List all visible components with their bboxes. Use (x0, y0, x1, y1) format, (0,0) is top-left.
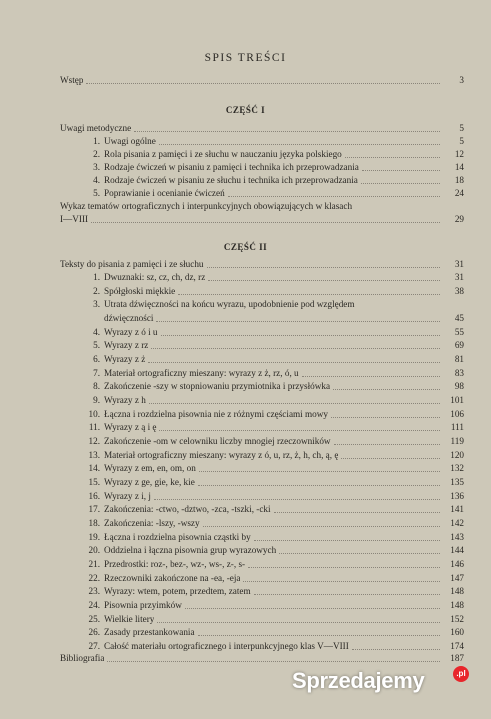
dot-leader (254, 594, 440, 595)
toc-section-methodology (0, 122, 491, 134)
entry-label: Wyrazy z ż (104, 353, 146, 364)
toc-section-texts (0, 258, 491, 270)
toc-entry (0, 174, 491, 186)
dot-leader (161, 335, 440, 336)
toc-entry-bibliography (0, 652, 491, 664)
entry-number: 27. (88, 640, 100, 651)
entry-number: 24. (88, 599, 100, 610)
dot-leader (207, 267, 441, 268)
entry-number: 6. (93, 353, 100, 364)
entry-label: Zakończenie -szy w stopniowaniu przymiotnika i przysłówka (104, 381, 331, 392)
page-number: 111 (450, 422, 464, 433)
watermark-text: Sprzedajemy (292, 668, 425, 693)
page-number: 146 (450, 558, 464, 569)
toc-entry (0, 339, 491, 351)
page-number: 160 (450, 627, 464, 638)
page-number: 45 (454, 312, 464, 323)
entry-number: 1. (93, 272, 100, 282)
dot-leader (279, 553, 440, 554)
entry-number: 9. (93, 394, 100, 405)
entry-label: Uwagi ogólne (104, 136, 156, 146)
entry-label: Utrata dźwięczności na końcu wyrazu, upodobnienie pod względem (104, 299, 355, 310)
entry-label: Rzeczowniki zakończone na -ea, -eja (104, 572, 241, 583)
page-number: 141 (450, 504, 464, 515)
entry-number: 2. (93, 149, 100, 160)
entry-label: Wyrazy z i, j (104, 490, 151, 501)
toc-entry (0, 421, 491, 433)
entry-label: Wyrazy z ge, gie, ke, kie (104, 476, 195, 487)
dot-leader (159, 144, 440, 145)
dot-leader (154, 499, 440, 500)
dot-leader (228, 196, 440, 197)
page-number: 132 (450, 463, 464, 474)
page-number: 152 (450, 613, 464, 624)
dot-leader (203, 526, 440, 527)
part-heading: CZĘŚĆ I (225, 105, 266, 115)
toc-entry (0, 476, 491, 488)
part-heading: CZĘŚĆ II (223, 242, 268, 252)
entry-label: I—VIII (60, 214, 89, 224)
page-number: 69 (454, 340, 464, 351)
toc-entry (0, 408, 491, 420)
dot-leader (274, 512, 440, 513)
toc-entry (0, 148, 491, 160)
dot-leader (157, 622, 440, 623)
dot-leader (198, 485, 440, 486)
entry-number: 8. (93, 381, 100, 392)
dot-leader (345, 157, 440, 158)
entry-label: Oddzielna i łączna pisownia grup wyrazowych (104, 545, 277, 556)
page-number: 143 (450, 531, 464, 542)
toc-entry (0, 585, 491, 597)
page-number: 3 (459, 75, 464, 85)
page-number: 5 (459, 123, 464, 133)
toc-entry (0, 462, 491, 474)
entry-label: Rodzaje ćwiczeń w pisaniu z pamięci i technika ich przeprowadzania (104, 162, 359, 173)
toc-entry (0, 298, 491, 310)
entry-number: 13. (88, 449, 100, 460)
entry-number: 1. (93, 136, 100, 146)
page-number: 148 (450, 599, 464, 610)
page-number: 31 (454, 272, 464, 282)
page-number: 31 (454, 259, 464, 269)
entry-number: 15. (88, 476, 100, 487)
entry-number: 18. (88, 517, 100, 528)
entry-number: 25. (88, 613, 100, 624)
page-number: 119 (450, 435, 464, 446)
page-number: 144 (450, 545, 464, 556)
dot-leader (134, 131, 440, 132)
dot-leader (107, 661, 440, 662)
toc-entry (0, 558, 491, 570)
toc-entry (0, 613, 491, 625)
toc-entry (0, 312, 491, 324)
page-number: 142 (450, 517, 464, 528)
page-number: 83 (454, 367, 464, 378)
entry-label: Materiał ortograficzny mieszany: wyrazy z ż, rz, ó, u (104, 367, 299, 378)
entry-label: Łączna i rozdzielna pisownia nie z różnymi częściami mowy (104, 408, 328, 419)
entry-label: Teksty do pisania z pamięci i ze słuchu (60, 259, 204, 269)
entry-label: Zasady przestankowania (104, 627, 195, 638)
entry-label: Pisownia przyimków (104, 599, 182, 610)
dot-leader (331, 417, 440, 418)
entry-label: Wstęp (60, 75, 84, 85)
entry-number: 20. (88, 545, 100, 556)
page-number: 55 (454, 326, 464, 337)
entry-label: Dwuznaki: sz, cz, ch, dz, rz (104, 272, 206, 282)
page-number: 106 (450, 408, 464, 419)
toc-entry (0, 326, 491, 338)
page-number: 24 (454, 188, 464, 199)
dot-leader (148, 362, 440, 363)
dot-leader (185, 608, 440, 609)
entry-label: Wyrazy: wtem, potem, przedtem, zatem (104, 586, 251, 597)
entry-label: Wyrazy z ą i ę (104, 422, 157, 433)
entry-label: Bibliografia (60, 653, 105, 663)
entry-number: 17. (88, 504, 100, 515)
page-number: 120 (450, 449, 464, 460)
entry-label: Materiał ortograficzny mieszany: wyrazy z ó, u, rz, ż, h, ch, ą, ę (104, 449, 339, 460)
entry-label: Wyrazy z rz (104, 340, 149, 351)
dot-leader (352, 649, 440, 650)
toc-entry (0, 626, 491, 638)
page-number: 14 (454, 162, 464, 173)
dot-leader (149, 403, 440, 404)
entry-number: 5. (93, 188, 100, 199)
dot-leader (156, 321, 440, 322)
dot-leader (361, 183, 440, 184)
dot-leader (86, 83, 440, 84)
entry-label: Wyrazy z ó i u (104, 326, 158, 337)
dot-leader (159, 430, 440, 431)
entry-number: 5. (93, 340, 100, 351)
toc-entry (0, 394, 491, 406)
toc-entry (0, 435, 491, 447)
page-title: SPIS TREŚCI (204, 52, 287, 64)
toc-entry (0, 285, 491, 297)
entry-number: 26. (88, 627, 100, 638)
dot-leader (333, 389, 440, 390)
toc-entry (0, 187, 491, 199)
entry-label: Zakończenia: -lszy, -wszy (104, 517, 200, 528)
page-number: 187 (450, 653, 464, 663)
dot-leader (334, 444, 440, 445)
toc-entry (0, 517, 491, 529)
toc-entry (0, 161, 491, 173)
toc-entry (0, 503, 491, 515)
entry-number: 22. (88, 572, 100, 583)
entry-number: 4. (93, 326, 100, 337)
entry-number: 4. (93, 175, 100, 186)
dot-leader (302, 376, 440, 377)
page-number: 135 (450, 476, 464, 487)
dot-leader (362, 170, 440, 171)
page-number: 148 (450, 586, 464, 597)
page-number: 29 (454, 214, 464, 224)
entry-label: Zakończenie -om w celowniku liczby mnogiej rzeczowników (104, 435, 331, 446)
entry-label: Łączna i rozdzielna pisownia cząstki by (104, 531, 251, 542)
entry-number: 2. (93, 285, 100, 296)
entry-label: Spółgłoski miękkie (104, 285, 176, 296)
entry-number: 10. (88, 408, 100, 419)
toc-entry (0, 544, 491, 556)
page-number: 12 (454, 149, 464, 160)
page-number: 81 (454, 353, 464, 364)
toc-entry-wykaz-cont (0, 213, 491, 225)
toc-entry (0, 380, 491, 392)
entry-number: 19. (88, 531, 100, 542)
toc-entry (0, 531, 491, 543)
page-number: 101 (450, 394, 464, 405)
entry-number: 23. (88, 586, 100, 597)
dot-leader (254, 540, 440, 541)
entry-number: 3. (93, 299, 100, 310)
entry-label: Przedrostki: roz-, bez-, wz-, ws-, z-, s- (104, 558, 246, 569)
toc-entry (0, 353, 491, 365)
page-number: 147 (450, 572, 464, 583)
dot-leader (199, 471, 440, 472)
page-number: 136 (450, 490, 464, 501)
entry-label: Rola pisania z pamięci i ze słuchu w nauczaniu języka polskiego (104, 149, 342, 160)
entry-number: 12. (88, 435, 100, 446)
entry-label: Wyrazy z h (104, 394, 146, 405)
dot-leader (341, 458, 440, 459)
dot-leader (208, 280, 440, 281)
entry-number: 14. (88, 463, 100, 474)
toc-entry (0, 490, 491, 502)
toc-entry (0, 367, 491, 379)
page-number: 18 (454, 175, 464, 186)
dot-leader (243, 581, 440, 582)
entry-number: 11. (88, 422, 100, 433)
toc-entry (0, 271, 491, 283)
toc-entry (0, 599, 491, 611)
entry-label: Zakończenia: -ctwo, -dztwo, -zca, -tszki, -cki (104, 504, 271, 515)
entry-label: dźwięczności (104, 312, 154, 323)
entry-number: 21. (88, 558, 100, 569)
dot-leader (198, 635, 440, 636)
dot-leader (91, 222, 440, 223)
entry-label: Rodzaje ćwiczeń w pisaniu ze słuchu i technika ich przeprowadzania (104, 175, 358, 186)
page-number: 5 (459, 136, 464, 146)
dot-leader (151, 348, 440, 349)
entry-label: Całość materiału ortograficznego i interpunkcyjnego klas V—VIII (104, 640, 349, 651)
toc-entry-wykaz (0, 200, 491, 212)
entry-label: Poprawianie i ocenianie ćwiczeń (104, 188, 225, 199)
entry-number: 7. (93, 367, 100, 378)
watermark-badge: .pl (453, 666, 469, 682)
page-number: 174 (450, 640, 464, 651)
toc-entry (0, 449, 491, 461)
entry-number: 3. (93, 162, 100, 173)
toc-entry (0, 135, 491, 147)
entry-label: Wielkie litery (104, 613, 155, 624)
toc-entry-intro (0, 74, 491, 86)
toc-entry (0, 572, 491, 584)
entry-label: Uwagi metodyczne (60, 123, 132, 133)
dot-leader (178, 294, 440, 295)
page-number: 98 (454, 381, 464, 392)
entry-label: Wyrazy z em, en, om, on (104, 463, 196, 474)
dot-leader (248, 567, 440, 568)
page-number: 38 (454, 285, 464, 296)
toc-entry (0, 640, 491, 652)
entry-number: 16. (88, 490, 100, 501)
entry-label: Wykaz tematów ortograficznych i interpunkcyjnych obowiązujących w klasach (60, 201, 353, 211)
